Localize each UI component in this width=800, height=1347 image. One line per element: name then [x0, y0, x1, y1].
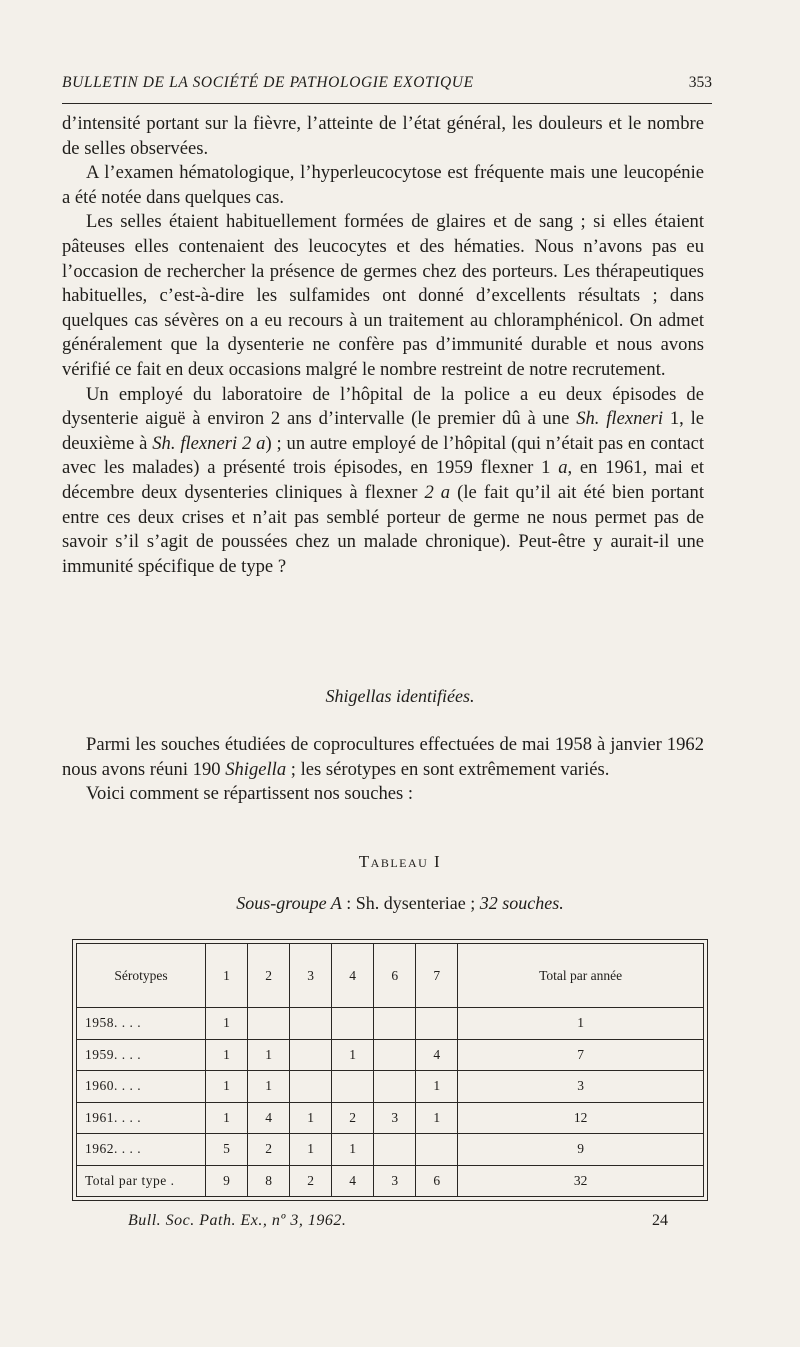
table-cell: 1 — [206, 1071, 248, 1103]
header-cell: 2 — [248, 944, 290, 1008]
table-total-row — [77, 1165, 704, 1197]
genus-name: Shigella — [225, 758, 287, 780]
header-cell: 1 — [206, 944, 248, 1008]
table-cell: 1 — [290, 1134, 332, 1166]
text-run: Un employé du laboratoire de l’hôpital de la police a eu deux épisodes de dysenterie aiguë à environ 2 ans d’intervalle (le premier dû à une — [62, 383, 704, 430]
text-run: , en 1961, mai et décembre deux dysenteries cliniques à flexner — [62, 457, 704, 503]
header-cell: Total par année — [458, 944, 704, 1008]
row-label: 1958. . . . — [77, 1008, 206, 1040]
table-cell: 1 — [206, 1102, 248, 1134]
table-cell: 1 — [416, 1102, 458, 1134]
table-cell: 1 — [206, 1008, 248, 1040]
header-cell: 4 — [332, 944, 374, 1008]
paragraph: Voici comment se répartissent nos souches : — [86, 783, 414, 805]
row-label: 1960. . . . — [77, 1071, 206, 1103]
table-cell: 1 — [248, 1039, 290, 1071]
paragraph: A l’examen hématologique, l’hyperleucocytose est fréquente mais une leucopénie a été notée dans quelques cas. — [62, 162, 704, 208]
table-row — [77, 1039, 704, 1071]
table-cell: 1 — [416, 1071, 458, 1103]
header-cell: 6 — [374, 944, 416, 1008]
strain-count: 32 souches. — [479, 893, 564, 913]
journal-title: BULLETIN DE LA SOCIÉTÉ DE PATHOLOGIE EXOTIQUE — [62, 74, 474, 91]
citation-reference: Bull. Soc. Path. Ex., nº 3, 1962. — [128, 1212, 347, 1229]
text-run: ) ; un autre employé de l’hôpital (qui n’était pas en contact avec les malades) a présenté trois épisodes, en 1959 flexner 1 — [62, 432, 705, 479]
row-label: 1962. . . . — [77, 1134, 206, 1166]
serotype-letter: a — [558, 457, 568, 479]
table-row — [77, 1134, 704, 1166]
row-label: 1959. . . . — [77, 1039, 206, 1071]
table-subtitle — [0, 893, 800, 914]
table-cell: 9 — [458, 1134, 704, 1166]
table-cell: 1 — [458, 1008, 704, 1040]
header-cell: 7 — [416, 944, 458, 1008]
serotype-table — [76, 943, 704, 1197]
header-rule — [62, 103, 712, 104]
body-text-2 — [62, 733, 704, 807]
signature-mark: 24 — [652, 1212, 668, 1229]
paragraph: d’intensité portant sur la fièvre, l’atteinte de l’état général, les douleurs et le nombre de selles observées. — [62, 113, 704, 159]
section-subheading: Shigellas identifiées. — [325, 686, 475, 706]
table-cell — [332, 1071, 374, 1103]
species-name: Sh. flexneri 2 a — [152, 432, 266, 454]
table-cell — [248, 1008, 290, 1040]
table-row — [77, 1071, 704, 1103]
page-number: 353 — [688, 74, 712, 91]
table-cell: 1 — [248, 1071, 290, 1103]
subgroup-label: Sous-groupe A — [236, 893, 342, 913]
table-cell: 4 — [416, 1039, 458, 1071]
running-header — [62, 74, 712, 92]
table-cell: 7 — [458, 1039, 704, 1071]
table-cell — [416, 1134, 458, 1166]
table-cell: 4 — [332, 1165, 374, 1197]
table-row — [77, 1102, 704, 1134]
table-cell — [374, 1071, 416, 1103]
text-run: ; les sérotypes en sont extrêmement variés. — [286, 758, 610, 780]
table-cell: 1 — [206, 1039, 248, 1071]
table-cell — [290, 1008, 332, 1040]
paragraph — [62, 733, 704, 782]
table-cell: 5 — [206, 1134, 248, 1166]
table-cell: 1 — [332, 1134, 374, 1166]
row-label: Total par type . — [77, 1165, 206, 1197]
table-cell: 6 — [416, 1165, 458, 1197]
text-run: Parmi les souches étudiées de coprocultures effectuées de mai 1958 à janvier 1962 nous avons réuni 190 — [62, 734, 704, 780]
page-footer — [128, 1212, 668, 1230]
table-cell: 3 — [374, 1102, 416, 1134]
row-label: 1961. . . . — [77, 1102, 206, 1134]
table-cell — [290, 1071, 332, 1103]
table-cell: 12 — [458, 1102, 704, 1134]
table-cell: 3 — [374, 1165, 416, 1197]
table-cell — [332, 1008, 374, 1040]
serotype-letter: 2 a — [424, 481, 451, 503]
table-cell: 8 — [248, 1165, 290, 1197]
text-run: 1, le deuxième à — [62, 408, 705, 454]
table-cell — [416, 1008, 458, 1040]
table-cell: 4 — [248, 1102, 290, 1134]
subgroup-species: : Sh. dysenteriae ; — [341, 893, 480, 913]
table-cell: 1 — [332, 1039, 374, 1071]
table-cell: 2 — [332, 1102, 374, 1134]
table-cell — [290, 1039, 332, 1071]
header-cell: Sérotypes — [77, 944, 206, 1008]
table-cell: 2 — [248, 1134, 290, 1166]
header-cell: 3 — [290, 944, 332, 1008]
body-text — [62, 112, 704, 579]
table-cell: 32 — [573, 1172, 588, 1188]
species-name: Sh. flexneri — [576, 408, 664, 430]
table-cell — [374, 1008, 416, 1040]
table-cell — [374, 1039, 416, 1071]
table-row — [77, 1008, 704, 1040]
table-cell: 9 — [206, 1165, 248, 1197]
table-cell: 1 — [290, 1102, 332, 1134]
table-header-row — [77, 944, 704, 1008]
table-cell: 3 — [458, 1071, 704, 1103]
table-cell: 2 — [290, 1165, 332, 1197]
table-frame — [72, 939, 708, 1201]
table-title: Tableau I — [358, 852, 442, 871]
table-cell — [374, 1134, 416, 1166]
text-run: (le fait qu’il ait été bien portant entre ces deux crises et n’ait pas semblé porteur de germe ne nous permet pas de savoir s’il s’agit de poussées chez un malade chronique). Peut-être y aurait-il une immunité spécifique de type ? — [62, 481, 704, 577]
paragraph: Les selles étaient habituellement formées de glaires et de sang ; si elles étaient pâteuses elles contenaient des leucocytes et des hématies. Nous n’avons pas eu l’occasion de rechercher la présence de germes chez des porteurs. Les thérapeutiques habituelles, c’est-à-dire les sulfamides ont donné d’excellents résultats ; dans quelques cas sévères on a eu recours à un traitement au chloramphénicol. On admet généralement que la dysenterie ne confère pas d’immunité durable et nous avons vérifié ce fait en deux occasions malgré le nombre restreint de notre recrutement. — [62, 211, 704, 380]
paragraph — [62, 383, 704, 580]
